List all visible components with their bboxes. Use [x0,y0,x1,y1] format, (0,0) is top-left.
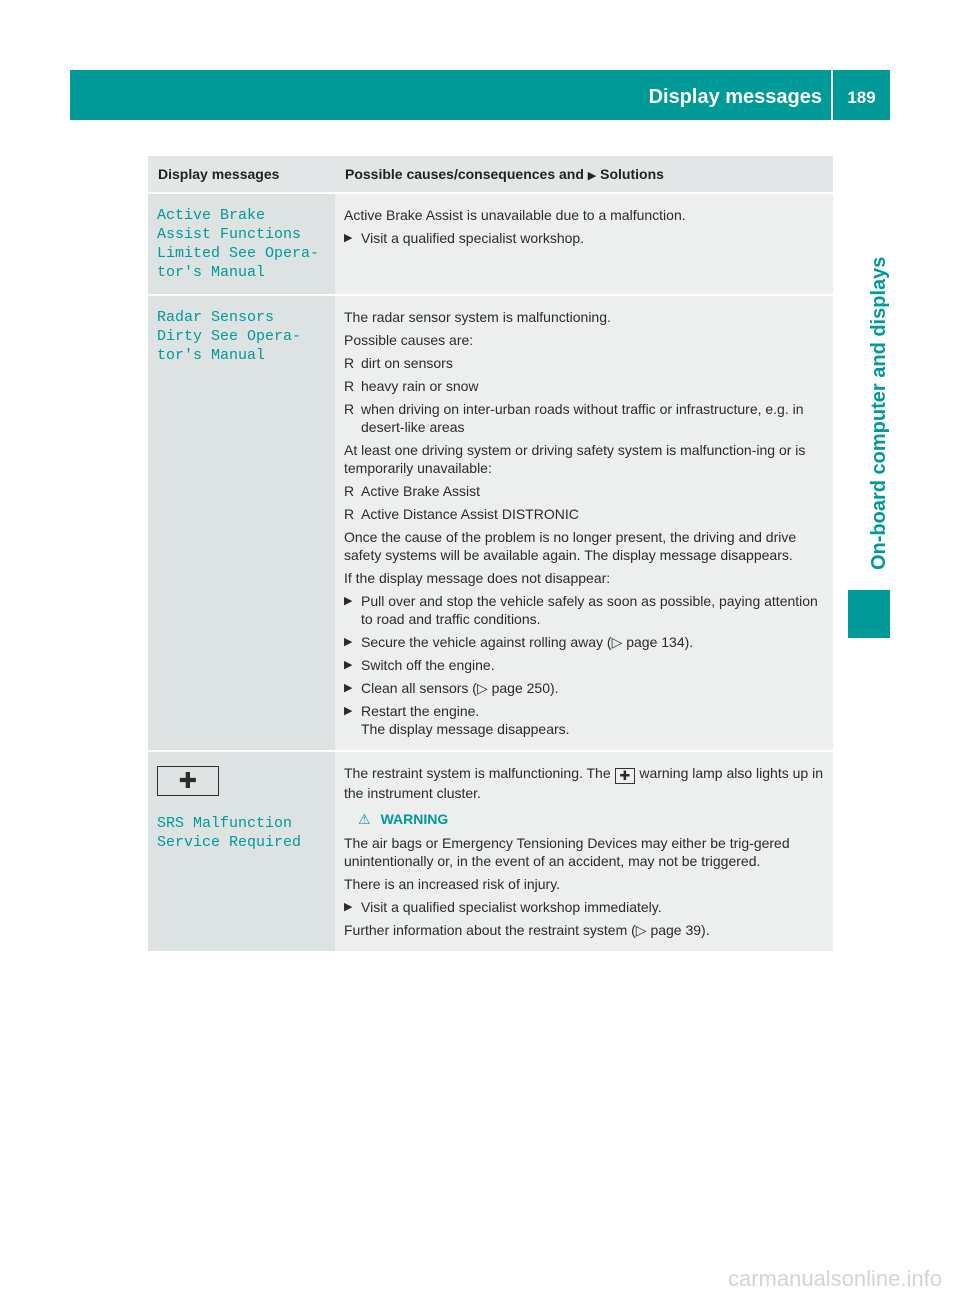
display-message-text: SRS Malfunction Service Required [157,815,302,851]
page-number: 189 [847,88,876,107]
bullet-item: R when driving on inter-urban roads without traffic or infrastructure, e.g. in desert-like areas [344,401,804,435]
bullet-item: R Active Distance Assist DISTRONIC [344,506,579,522]
solution-cell: Active Brake Assist is unavailable due to a malfunction. ▶ Visit a qualified specialist workshop. [335,194,833,294]
display-message-cell [148,194,335,294]
bullet-item: R heavy rain or snow [344,378,479,394]
bullet-r-icon: R [344,483,355,499]
display-message-text: Active Brake Assist Functions Limited See Opera‐ tor's Manual [157,207,320,281]
action-step: ▶ Secure the vehicle against rolling away (▷ page 134). [344,634,694,650]
action-step: ▶ Clean all sensors (▷ page 250). [344,680,559,696]
warning-heading: ⚠ WARNING [358,811,449,827]
watermark: carmanualsonline.info [727,1266,942,1291]
solution-cell: The restraint system is malfunctioning. The ✚ warning lamp also lights up in the instrument cluster. ⚠ WARNING The air bags or Emergency Tensioning Devices may either be trig-gered unintentionally or, in the event of an accident, may not be triggered. There is an increased risk of injury. ▶ Visit a qualified specialist workshop immediately. Further information about the restraint system (▷ page 39). [335,752,833,951]
step-arrow-icon: ▶ [344,232,353,244]
display-message-text: Radar Sensors Dirty See Opera‐ tor's Manual [157,309,302,364]
table-header-row [148,156,833,192]
warning-triangle-icon: ⚠ [358,811,371,827]
action-step: ▶ Visit a qualified specialist workshop. [344,230,585,246]
step-arrow-icon: ▶ [344,901,353,913]
bullet-r-icon: R [344,355,355,371]
airbag-warning-lamp-icon: ✚ [157,766,219,796]
step-arrow-icon: ▶ [344,705,353,717]
side-tab-label: On-board computer and displays [868,256,890,570]
action-step: ▶ Pull over and stop the vehicle safely as soon as possible, paying attention to road and traffic conditions. [344,593,818,627]
col2-header: Possible causes/consequences and ▶ Solutions [335,156,833,192]
step-arrow-icon: ▶ [344,595,353,607]
action-step: ▶ Visit a qualified specialist workshop immediately. [344,899,662,915]
table-row [148,752,833,951]
side-tab-marker [848,590,890,638]
display-messages-table [148,154,833,953]
table-row [148,194,833,294]
display-message-cell [148,296,335,750]
bullet-r-icon: R [344,401,355,417]
bullet-r-icon: R [344,378,355,394]
bullet-item: R dirt on sensors [344,355,453,371]
step-arrow-icon: ▶ [344,636,353,648]
play-triangle-icon: ▶ [587,170,597,182]
step-arrow-icon: ▶ [344,659,353,671]
step-arrow-icon: ▶ [344,682,353,694]
col1-header: Display messages [148,156,335,192]
airbag-warning-lamp-icon: ✚ [615,768,636,784]
table-row [148,296,833,750]
section-title: Display messages [648,86,822,108]
action-step: ▶ Restart the engine. The display message disappears. [344,703,570,737]
display-message-cell [148,752,335,951]
bullet-r-icon: R [344,506,355,522]
bullet-item: R Active Brake Assist [344,483,481,499]
solution-cell: The radar sensor system is malfunctioning. Possible causes are: R dirt on sensors R heavy rain or snow R when driving on inter-urban roads without traffic or infrastructure, e.g. in desert-like areas At least one driving system or driving safety system is malfunction-ing or is temporarily unavailable: R Active Brake Assist R Active Distance Assist DISTRONIC Once the cause of the problem is no longer present, the driving and drive safety systems will be available again. The display message disappears. If the display message does not disappear: ▶ Pull over and stop the vehicle safely as soon as possible, paying attention to road and traffic conditions. ▶ Secure the vehicle against rolling away (▷ page 134). ▶ Switch off the engine. ▶ Clean all sensors (▷ page 250). ▶ Restart the engine. The display message disappears. [335,296,833,750]
action-step: ▶ Switch off the engine. [344,657,495,673]
